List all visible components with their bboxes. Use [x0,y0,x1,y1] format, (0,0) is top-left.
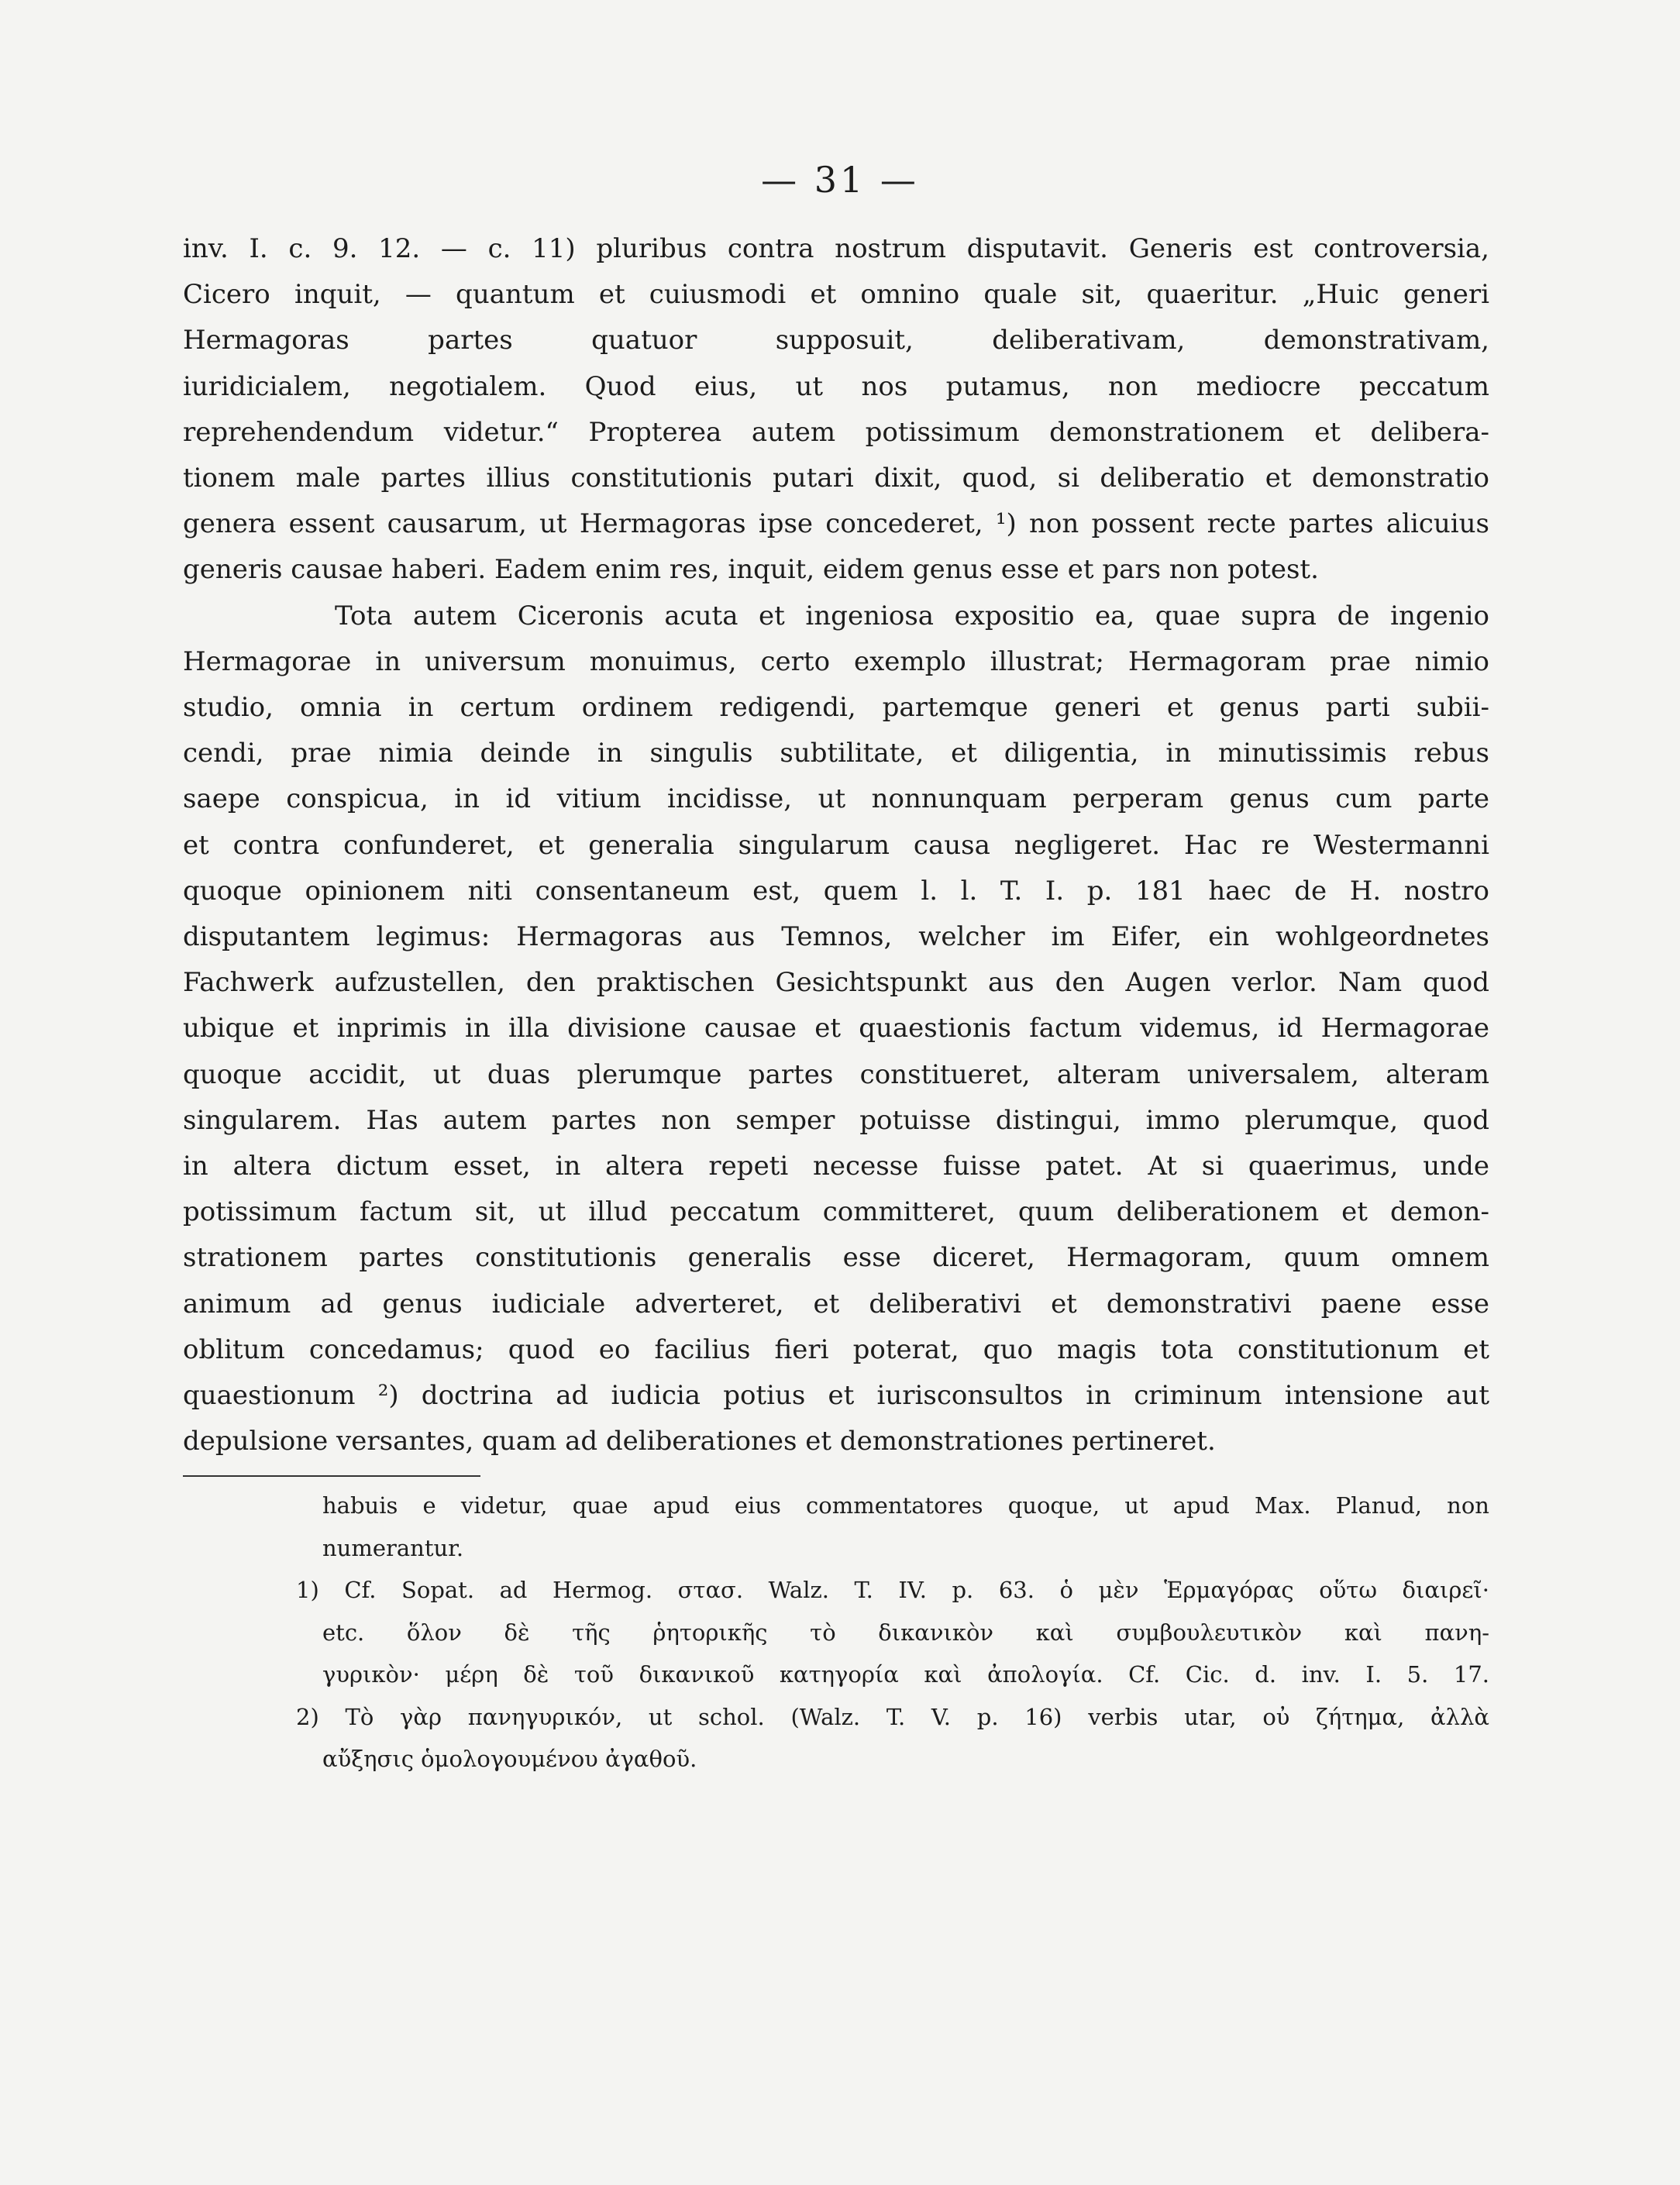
footnote-2-line: 2) Τὸ γὰρ πανηγυρικόν, ut schol. (Walz. T. V. p. 16) verbis utar, οὐ ζήτημα, ἀλλὰ [296,1703,1489,1730]
text-line: depulsione versantes, quam ad deliberationes et demonstrationes pertineret. [183,1426,1216,1457]
text-line: in altera dictum esset, in altera repeti necesse fuisse patet. At si quaerimus, unde [183,1151,1489,1182]
text-line: Cicero inquit, — quantum et cuiusmodi et omnino quale sit, quaeritur. „Huic generi [183,279,1489,311]
text-line: tionem male partes illius constitutionis putari dixit, quod, si deliberatio et demonstratio [183,463,1489,494]
text-line: saepe conspicua, in id vitium incidisse, ut nonnunquam perperam genus cum parte [183,783,1489,815]
footnote-divider [183,1475,480,1477]
text-line: reprehendendum videtur.“ Propterea autem potissimum demonstrationem et delibera- [183,416,1489,448]
footnote-line: numerantur. [322,1534,464,1561]
text-line: iuridicialem, negotialem. Quod eius, ut nos putamus, non mediocre peccatum [183,370,1489,402]
footnote-2-line: αὔξησις ὁμολογουμένου ἀγαθοῦ. [322,1746,697,1772]
text-line: oblitum concedamus; quod eo facilius fieri poterat, quo magis tota constitutionum et [183,1333,1489,1365]
footnotes-block [183,1485,1489,1781]
text-line: quoque accidit, ut duas plerumque partes constitueret, alteram universalem, alteram [183,1058,1489,1090]
footnote-1-line: 1) Cf. Sopat. ad Hermog. στασ. Walz. T. IV. p. 63. ὁ μὲν Ἑρμαγόρας οὕτω διαιρεῖ· [296,1577,1489,1603]
text-line: animum ad genus iudiciale adverteret, et deliberativi et demonstrativi paene esse [183,1288,1489,1320]
text-line: inv. I. c. 9. 12. — c. 11) pluribus contra nostrum disputavit. Generis est controversia, [183,233,1489,264]
text-line: potissimum factum sit, ut illud peccatum committeret, quum deliberationem et demon- [183,1196,1489,1228]
text-line: disputantem legimus: Hermagoras aus Temnos, welcher im Eifer, ein wohlgeordnetes [183,921,1489,953]
footnote-line: habuis e videtur, quae apud eius commentatores quoque, ut apud Max. Planud, non [322,1492,1489,1519]
text-line: quaestionum ²) doctrina ad iudicia potius et iurisconsultos in criminum intensione aut [183,1380,1489,1412]
text-line: et contra confunderet, et generalia singularum causa negligeret. Hac re Westermanni [183,829,1489,861]
text-line: strationem partes constitutionis generalis esse diceret, Hermagoram, quum omnem [183,1242,1489,1274]
text-line: quoque opinionem niti consentaneum est, quem l. l. T. I. p. 181 haec de H. nostro [183,875,1489,907]
text-line: singularem. Has autem partes non semper potuisse distingui, immo plerumque, quod [183,1104,1489,1136]
footnote-1-line: γυρικὸν· μέρη δὲ τοῦ δικανικοῦ κατηγορία καὶ ἀπολογία. Cf. Cic. d. inv. I. 5. 17. [322,1661,1489,1688]
text-line: Hermagoras partes quatuor supposuit, deliberativam, demonstrativam, [183,325,1489,356]
text-line: genera essent causarum, ut Hermagoras ipse concederet, ¹) non possent recte partes alicuius [183,508,1489,540]
main-text-block [183,226,1489,1464]
text-line: Hermagorae in universum monuimus, certo exemplo illustrat; Hermagoram prae nimio [183,645,1489,677]
page-number: — 31 — [761,159,919,201]
text-line: cendi, prae nimia deinde in singulis subtilitate, et diligentia, in minutissimis rebus [183,738,1489,769]
text-line: studio, omnia in certum ordinem redigendi, partemque generi et genus parti subii- [183,692,1489,724]
text-line: ubique et inprimis in illa divisione causae et quaestionis factum videmus, id Hermagorae [183,1013,1489,1044]
footnote-1-line: etc. ὅλον δὲ τῆς ῥητορικῆς τὸ δικανικὸν καὶ συμβουλευτικὸν καὶ πανη- [322,1619,1489,1646]
text-line: Tota autem Ciceronis acuta et ingeniosa expositio ea, quae supra de ingenio [335,600,1489,631]
text-line: generis causae haberi. Eadem enim res, inquit, eidem genus esse et pars non potest. [183,554,1319,586]
text-line: Fachwerk aufzustellen, den praktischen Gesichtspunkt aus den Augen verlor. Nam quod [183,967,1489,999]
